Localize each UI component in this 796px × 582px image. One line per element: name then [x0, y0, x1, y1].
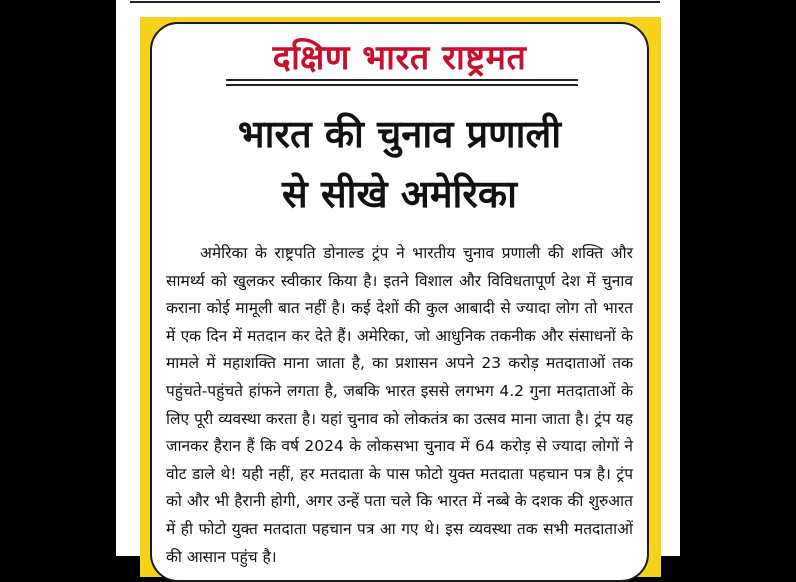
masthead-rule — [226, 84, 578, 86]
article-body: अमेरिका के राष्ट्रपति डोनाल्ड ट्रंप ने भारतीय चुनाव प्रणाली की शक्ति और सामर्थ्य को खुलकर स्वीकार किया है। इतने विशाल और विविधतापूर्ण देश में चुनाव कराना कोई मामूली बात नहीं है। कई देशों की कुल आबादी से ज्यादा लोग तो भारत में एक दिन में मतदान कर देते हैं। अमेरिका, जो आधुनिक तकनीक और संसाधनों के मामले में महाशक्ति माना जाता है, का प्रशासन अपने 23 करोड़ मतदाताओं तक पहुंचते-पहुंचते हांफने लगता है, जबकि भारत इससे लगभग 4.2 गुना मतदाताओं के लिए पूरी व्यवस्था करता है। यहां चुनाव को लोकतंत्र का उत्सव माना जाता है। ट्रंप यह जानकर हैरान हैं कि वर्ष 2024 के लोकसभा चुनाव में 64 करोड़ से ज्यादा लोगों ने वोट डाले थे! यही नहीं, हर मतदाता के पास फोटो युक्त मतदाता पहचान पत्र है। ट्रंप को और भी हैरानी होगी, अगर उन्हें पता चले कि भारत में नब्बे के दशक की शुरुआत में ही फोटो युक्त मतदाता पहचान पत्र आ गए थे। इस व्यवस्था तक सभी मतदाताओं की आसान पहुंच है। — [166, 244, 633, 566]
masthead: दक्षिण भारत राष्ट्रमत — [272, 38, 527, 78]
editorial-box — [150, 22, 649, 582]
headline-line-1: भारत की चुनाव प्रणाली — [237, 112, 562, 156]
headline-line-2: से सीखे अमेरिका — [282, 172, 517, 216]
masthead-rule — [226, 79, 578, 81]
top-divider — [130, 1, 660, 3]
newspaper-page — [116, 0, 680, 566]
headline — [152, 104, 647, 224]
